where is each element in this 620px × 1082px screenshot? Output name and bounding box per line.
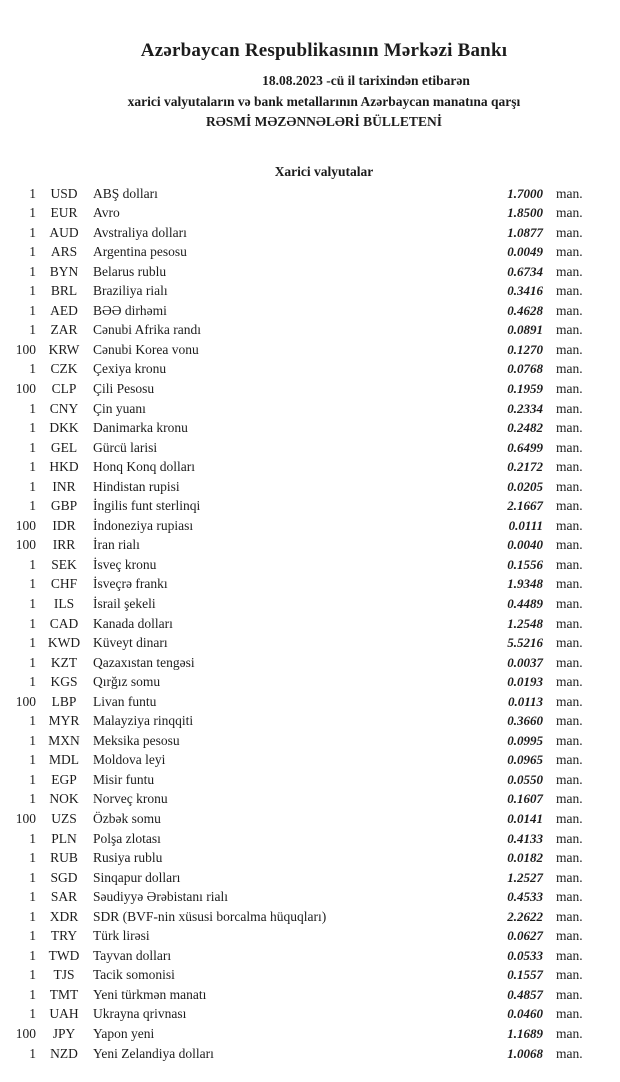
currency-code: GEL [50,439,78,455]
currency-name: İran rialı [93,537,140,553]
rate-unit-label: man. [556,459,583,475]
currency-name: Belarus rublu [93,263,167,279]
rate-unit-label: man. [556,244,583,260]
rate-row [8,809,595,829]
currency-name: Qazaxıstan tengəsi [93,654,195,670]
rate-unit-label: man. [556,811,583,826]
rate-row [8,496,595,516]
rate-value: 1.1689 [507,1026,543,1042]
currency-name: Avstraliya dolları [93,224,187,240]
currency-name: Norveç kronu [93,791,168,807]
rate-value: 0.4533 [507,889,543,905]
currency-name: Türk lirəsi [93,928,150,944]
rate-unit-label: man. [556,205,583,221]
rate-quantity: 1 [29,908,36,924]
currency-name: Braziliya rialı [93,283,168,299]
rate-unit-label: man. [556,595,583,611]
rate-row [8,653,595,673]
currency-code: MDL [49,752,79,768]
rate-value: 5.5216 [507,635,543,651]
rate-value: 0.0550 [507,771,543,787]
rate-unit-label: man. [556,615,583,631]
currency-code: CHF [50,576,78,592]
currency-code: TJS [53,967,75,983]
currency-name: Polşa zlotası [93,830,161,846]
rate-quantity: 1 [29,869,36,885]
rate-unit-label: man. [556,1006,583,1022]
currency-name: Danimarka kronu [93,420,188,436]
rate-unit-label: man. [556,380,583,396]
rate-row [8,379,595,399]
rate-row [8,789,595,809]
rate-row [8,262,595,282]
rate-row [8,926,595,946]
rate-row [8,985,595,1005]
rate-row [8,965,595,985]
rate-value: 0.0965 [507,752,543,768]
rate-value: 0.0533 [507,947,543,963]
currency-name: Cənubi Afrika randı [93,322,201,338]
rate-value: 1.0068 [507,1045,543,1061]
rate-row [8,1004,595,1024]
rate-row [8,633,595,653]
rate-value: 0.6734 [507,263,543,279]
rate-quantity: 100 [15,811,36,826]
rate-quantity: 1 [29,595,36,611]
rate-unit-label: man. [556,439,583,455]
rate-unit-label: man. [556,713,583,729]
rate-value: 0.0040 [507,537,543,553]
rate-value: 0.0111 [508,517,543,533]
currency-code: UZS [51,811,77,826]
rate-row [8,516,595,536]
rate-quantity: 1 [29,713,36,729]
currency-name: Honq Konq dolları [93,459,195,475]
rate-quantity: 1 [29,889,36,905]
currency-name: Ukrayna qrivnası [93,1006,187,1022]
currency-name: Səudiyyə Ərəbistanı rialı [93,889,228,905]
currency-name: Avro [93,205,120,221]
currency-name: Cənubi Korea vonu [93,341,199,357]
rate-value: 0.4489 [507,595,543,611]
currency-name: Malayziya rinqqiti [93,713,194,729]
rate-row [8,750,595,770]
rate-value: 0.1557 [507,967,543,983]
rate-value: 0.3416 [507,283,543,299]
currency-name: Argentina pesosu [93,244,187,260]
rate-quantity: 1 [29,967,36,983]
rate-quantity: 1 [29,283,36,299]
currency-code: UAH [49,1006,79,1022]
rate-row [8,672,595,692]
rate-unit-label: man. [556,498,583,514]
currency-code: GBP [50,498,78,514]
rate-value: 0.0113 [507,693,543,709]
rate-row [8,731,595,751]
bulletin-title: RƏSMİ MƏZƏNNƏLƏRİ BÜLLETENİ [206,114,442,129]
currency-code: XDR [49,908,79,924]
rate-quantity: 1 [29,674,36,690]
rate-row [8,399,595,419]
rate-value: 0.0627 [507,928,543,944]
rate-value: 2.1667 [507,498,543,514]
rate-unit-label: man. [556,185,583,201]
rate-quantity: 1 [29,850,36,866]
currency-code: AUD [49,224,79,240]
rate-row [8,868,595,888]
rate-value: 0.0995 [507,732,543,748]
rate-row [8,438,595,458]
currency-name: Özbək somu [93,811,161,826]
currency-code: EUR [50,205,78,221]
rate-row [8,907,595,927]
rate-quantity: 1 [29,771,36,787]
currency-code: SEK [51,556,77,572]
currency-name: İsveçrə frankı [93,576,168,592]
currency-name: Çexiya kronu [93,361,167,377]
rate-value: 0.1556 [507,556,543,572]
rate-quantity: 1 [29,752,36,768]
currency-code: BYN [49,263,79,279]
rate-row [8,223,595,243]
currency-name: Yapon yeni [93,1026,155,1042]
currency-code: TMT [49,986,79,1002]
rate-row [8,203,595,223]
rate-row [8,555,595,575]
rate-row [8,242,595,262]
rates-table [0,184,620,1064]
rate-unit-label: man. [556,654,583,670]
currency-name: Gürcü larisi [93,439,158,455]
rate-unit-label: man. [556,732,583,748]
rate-value: 0.2172 [507,459,543,475]
currency-name: Kanada dolları [93,615,173,631]
rate-unit-label: man. [556,322,583,338]
rate-value: 1.2548 [507,615,543,631]
currency-code: USD [50,185,78,201]
rate-unit-label: man. [556,420,583,436]
rate-unit-label: man. [556,400,583,416]
currency-name: Moldova leyi [93,752,166,768]
rate-quantity: 100 [15,341,36,357]
rate-quantity: 1 [29,556,36,572]
rate-unit-label: man. [556,635,583,651]
rate-quantity: 1 [29,263,36,279]
currency-code: ILS [53,595,75,611]
currency-name: Çin yuanı [93,400,146,416]
rate-row [8,184,595,204]
rate-quantity: 100 [15,380,36,396]
currency-code: PLN [51,830,77,846]
currency-code: MXN [48,732,80,748]
rate-value: 2.2622 [507,908,543,924]
rate-unit-label: man. [556,478,583,494]
currency-code: CZK [50,361,78,377]
rate-row [8,692,595,712]
rate-value: 1.9348 [507,576,543,592]
rate-row [8,848,595,868]
rate-quantity: 1 [29,732,36,748]
currency-name: Yeni türkmən manatı [93,986,207,1002]
currency-code: LBP [51,693,77,709]
currency-code: EGP [51,771,77,787]
rate-value: 0.0049 [507,244,543,260]
rate-value: 1.7000 [507,185,543,201]
currency-name: BƏƏ dirhəmi [93,302,167,318]
rate-quantity: 1 [29,576,36,592]
rate-unit-label: man. [556,674,583,690]
currency-code: ARS [50,244,78,260]
rate-row [8,418,595,438]
rate-unit-label: man. [556,947,583,963]
rate-quantity: 1 [29,928,36,944]
rate-unit-label: man. [556,361,583,377]
currency-code: CAD [49,615,79,631]
rate-value: 0.4133 [507,830,543,846]
currency-code: IRR [52,537,76,553]
currency-name: ABŞ dolları [93,185,158,201]
rate-quantity: 100 [15,693,36,709]
rate-quantity: 1 [29,635,36,651]
rate-unit-label: man. [556,341,583,357]
rate-value: 0.0205 [507,478,543,494]
section-title-foreign-currencies: Xarici valyutalar [274,163,374,179]
currency-code: BRL [50,283,78,299]
rate-unit-label: man. [556,556,583,572]
currency-code: JPY [52,1026,76,1042]
rate-unit-label: man. [556,850,583,866]
rate-quantity: 1 [29,420,36,436]
rate-quantity: 1 [29,400,36,416]
rate-unit-label: man. [556,830,583,846]
rate-value: 0.0891 [507,322,543,338]
currency-name: Hindistan rupisi [93,478,180,494]
rate-unit-label: man. [556,576,583,592]
rate-row [8,1044,595,1064]
rate-row [8,574,595,594]
rate-value: 0.0182 [507,850,543,866]
rate-unit-label: man. [556,263,583,279]
currency-code: ZAR [50,322,78,338]
rate-value: 1.8500 [507,205,543,221]
rate-row [8,946,595,966]
currency-code: TWD [48,947,80,963]
rate-value: 0.0768 [507,361,543,377]
effective-date-line: 18.08.2023 -cü il tarixindən etibarən [262,73,470,88]
rate-unit-label: man. [556,771,583,787]
rate-quantity: 1 [29,615,36,631]
rate-unit-label: man. [556,302,583,318]
rate-unit-label: man. [556,986,583,1002]
currency-code: CLP [51,380,77,396]
currency-code: CNY [49,400,79,416]
rate-quantity: 100 [15,537,36,553]
currency-name: Qırğız somu [93,674,161,690]
currency-name: Sinqapur dolları [93,869,181,885]
rate-unit-label: man. [556,517,583,533]
rate-quantity: 1 [29,302,36,318]
rate-unit-label: man. [556,224,583,240]
currency-code: RUB [50,850,78,866]
currency-name: İsrail şekeli [93,595,156,611]
currency-name: Tacik somonisi [93,967,175,983]
rate-quantity: 1 [29,947,36,963]
rate-unit-label: man. [556,889,583,905]
rate-row [8,477,595,497]
rate-quantity: 1 [29,205,36,221]
rate-value: 0.0460 [507,1006,543,1022]
currency-code: AED [50,302,78,318]
rate-value: 0.4628 [507,302,543,318]
bulletin-header [0,0,620,133]
rate-quantity: 1 [29,791,36,807]
currency-name: İngilis funt sterlinqi [93,498,201,514]
currency-name: Küveyt dinarı [93,635,168,651]
currency-code: NOK [49,791,79,807]
currency-name: SDR (BVF-nin xüsusi borcalma hüquqları) [93,908,327,924]
currency-name: Tayvan dolları [93,947,172,963]
currency-code: KZT [50,654,78,670]
rate-row [8,594,595,614]
rate-quantity: 100 [15,517,36,533]
rate-quantity: 1 [29,459,36,475]
currency-code: KGS [50,674,78,690]
currency-code: IDR [52,517,76,533]
rate-value: 0.2482 [507,420,543,436]
rate-value: 0.0037 [507,654,543,670]
rate-value: 0.1270 [507,341,543,357]
rate-value: 0.1607 [507,791,543,807]
currency-name: Livan funtu [93,693,157,709]
rate-unit-label: man. [556,967,583,983]
rate-row [8,1024,595,1044]
rate-unit-label: man. [556,1045,583,1061]
rate-row [8,887,595,907]
rate-unit-label: man. [556,693,583,709]
currency-name: Meksika pesosu [93,732,180,748]
rate-quantity: 1 [29,498,36,514]
currency-name: Çili Pesosu [93,380,155,396]
rate-quantity: 1 [29,185,36,201]
currency-code: DKK [49,420,79,436]
rate-row [8,340,595,360]
rate-quantity: 1 [29,830,36,846]
rate-quantity: 1 [29,478,36,494]
currency-name: Rusiya rublu [93,850,163,866]
rate-row [8,320,595,340]
rate-row [8,614,595,634]
rate-quantity: 1 [29,1006,36,1022]
subject-line: xarici valyutaların və bank metallarının Azərbaycan manatına qarşı [127,93,521,109]
rate-row [8,457,595,477]
rate-row [8,711,595,731]
bank-title: Azərbaycan Respublikasının Mərkəzi Bankı [140,40,508,61]
rate-value: 0.4857 [507,986,543,1002]
currency-code: SGD [50,869,78,885]
rate-unit-label: man. [556,1026,583,1042]
currency-code: KWD [47,635,81,651]
rate-value: 0.2334 [507,400,543,416]
currency-code: HKD [49,459,79,475]
rate-value: 1.2527 [507,869,543,885]
currency-code: NZD [50,1045,78,1061]
currency-code: MYR [48,713,80,729]
rate-unit-label: man. [556,283,583,299]
currency-code: INR [52,478,76,494]
rate-quantity: 1 [29,361,36,377]
rate-value: 0.1959 [507,380,543,396]
currency-name: Yeni Zelandiya dolları [93,1045,214,1061]
rate-value: 0.0193 [507,674,543,690]
rate-value: 0.3660 [507,713,543,729]
rate-unit-label: man. [556,791,583,807]
rate-quantity: 1 [29,986,36,1002]
rate-row [8,359,595,379]
rate-quantity: 1 [29,244,36,260]
currency-code: KRW [48,341,80,357]
rate-row [8,829,595,849]
currency-code: SAR [50,889,78,905]
currency-name: İsveç kronu [93,556,157,572]
rate-unit-label: man. [556,537,583,553]
rate-value: 1.0877 [507,224,543,240]
rate-row [8,281,595,301]
rate-unit-label: man. [556,908,583,924]
rate-quantity: 1 [29,322,36,338]
currency-name: Misir funtu [93,771,155,787]
rate-value: 0.0141 [507,811,543,826]
rate-row [8,770,595,790]
rate-quantity: 1 [29,224,36,240]
rate-quantity: 1 [29,439,36,455]
rate-row [8,301,595,321]
rate-quantity: 1 [29,1045,36,1061]
rate-unit-label: man. [556,752,583,768]
rate-row [8,535,595,555]
rate-quantity: 1 [29,654,36,670]
rate-unit-label: man. [556,869,583,885]
rate-unit-label: man. [556,928,583,944]
currency-name: İndoneziya rupiası [93,517,194,533]
rate-value: 0.6499 [507,439,543,455]
currency-code: TRY [50,928,78,944]
rate-quantity: 100 [15,1026,36,1042]
